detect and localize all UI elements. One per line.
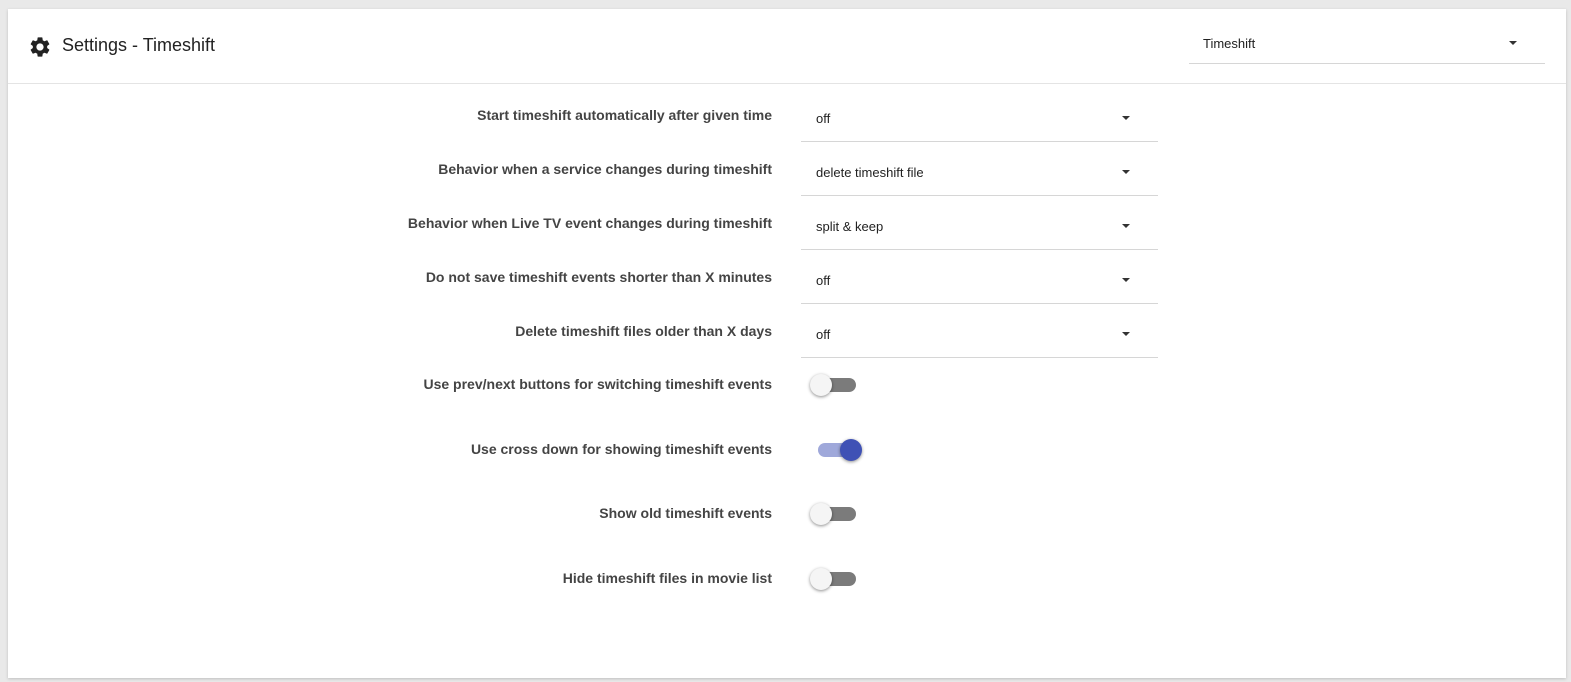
setting-label: Do not save timeshift events shorter than X minutes — [425, 269, 772, 285]
toggle-prev-next[interactable] — [810, 373, 856, 397]
setting-row-prev-next — [8, 373, 1566, 413]
setting-label: Behavior when Live TV event changes during timeshift — [407, 215, 772, 231]
toggle-thumb — [810, 374, 832, 396]
setting-select-value: off — [816, 111, 831, 126]
setting-label: Use cross down for showing timeshift events — [470, 441, 772, 457]
chevron-down-icon — [1122, 332, 1130, 336]
page-title: Settings - Timeshift — [62, 35, 216, 55]
setting-select-delete-older[interactable] — [801, 321, 1158, 358]
setting-select-value: split & keep — [816, 219, 884, 234]
gear-icon — [28, 35, 52, 59]
setting-row-hide-files — [8, 567, 1566, 607]
chevron-down-icon — [1122, 278, 1130, 282]
setting-select-value: off — [816, 327, 831, 342]
setting-row-cross-down — [8, 438, 1566, 478]
setting-label: Behavior when a service changes during timeshift — [438, 161, 772, 177]
chevron-down-icon — [1122, 224, 1130, 228]
toggle-hide-files[interactable] — [810, 567, 856, 591]
setting-select-value: off — [816, 273, 831, 288]
section-select-value: Timeshift — [1203, 36, 1256, 51]
setting-select-service-change[interactable] — [801, 159, 1158, 196]
setting-row-show-old — [8, 502, 1566, 542]
toggle-thumb — [810, 568, 832, 590]
toggle-thumb — [810, 503, 832, 525]
setting-label: Start timeshift automatically after given time — [477, 107, 772, 123]
chevron-down-icon — [1122, 170, 1130, 174]
setting-select-autostart[interactable] — [801, 105, 1158, 142]
settings-card — [8, 9, 1566, 678]
setting-label: Hide timeshift files in movie list — [562, 570, 772, 586]
setting-row-service-change — [8, 159, 1566, 199]
setting-select-event-change[interactable] — [801, 213, 1158, 250]
chevron-down-icon — [1509, 41, 1517, 45]
setting-row-autostart — [8, 105, 1566, 145]
setting-label: Use prev/next buttons for switching timeshift events — [423, 376, 772, 392]
settings-header — [8, 9, 1566, 84]
section-select[interactable] — [1189, 31, 1545, 64]
toggle-show-old[interactable] — [810, 502, 856, 526]
toggle-cross-down[interactable] — [814, 438, 860, 462]
setting-row-min-duration — [8, 267, 1566, 307]
setting-row-event-change — [8, 213, 1566, 253]
setting-label: Show old timeshift events — [599, 505, 772, 521]
setting-row-delete-older — [8, 321, 1566, 361]
setting-select-value: delete timeshift file — [816, 165, 924, 180]
toggle-thumb — [840, 439, 862, 461]
setting-label: Delete timeshift files older than X days — [515, 323, 772, 339]
chevron-down-icon — [1122, 116, 1130, 120]
setting-select-min-duration[interactable] — [801, 267, 1158, 304]
